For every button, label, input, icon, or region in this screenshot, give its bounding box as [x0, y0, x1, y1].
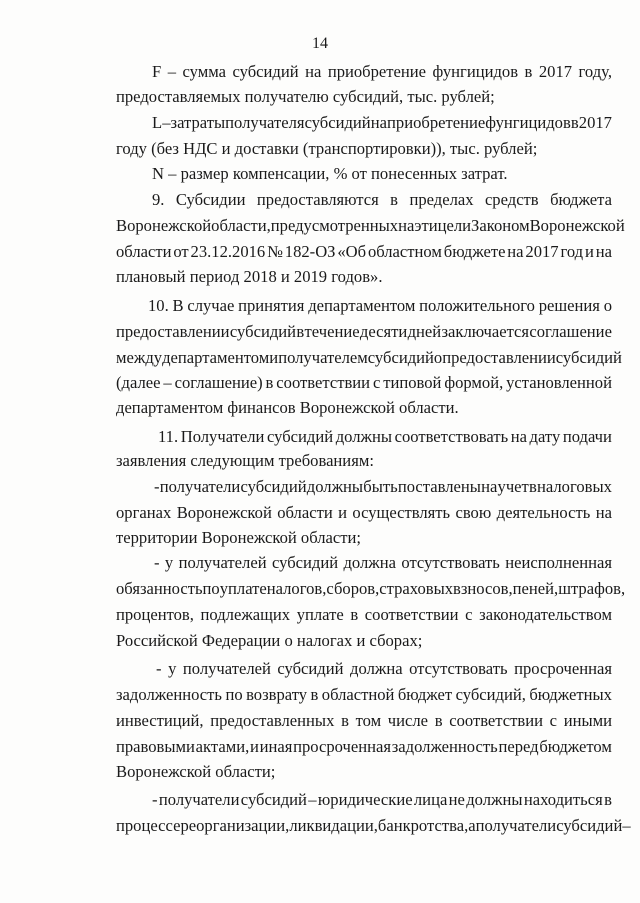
- word: на: [305, 62, 322, 81]
- word: субсидий: [232, 62, 299, 81]
- word: просроченная: [514, 659, 612, 678]
- word: субсидий: [229, 322, 297, 341]
- word: субсидий: [240, 477, 307, 496]
- word: Законом: [471, 216, 530, 235]
- text-line: [158, 427, 612, 447]
- word: реорганизации,: [180, 816, 290, 835]
- word: –: [308, 790, 317, 809]
- word: год: [560, 242, 584, 261]
- word: получателей: [178, 553, 267, 572]
- word: от: [173, 242, 189, 261]
- word: –: [162, 113, 171, 132]
- word: приобретение: [387, 113, 486, 132]
- page-number: 14: [312, 35, 328, 52]
- text-line: плановый период 2018 и 2019 годов».: [116, 267, 383, 286]
- word: В: [172, 296, 184, 315]
- word: получателей: [182, 659, 271, 678]
- text-line: N – размер компенсации, % от понесенных затрат.: [152, 164, 508, 183]
- word: принятия: [238, 296, 305, 315]
- word: субсидий: [240, 790, 307, 809]
- text-line: [154, 477, 612, 497]
- word: на: [370, 113, 387, 132]
- word: инвестиций,: [116, 711, 204, 730]
- word: году,: [578, 62, 612, 81]
- text-line: Российской Федерации о налогах и сборах;: [116, 631, 423, 650]
- word: департаментом: [162, 348, 270, 367]
- word: бюджете: [443, 242, 506, 261]
- word: 2017: [538, 62, 573, 81]
- text-line: [152, 113, 612, 133]
- word: учет: [497, 477, 529, 496]
- word: в: [604, 790, 612, 809]
- word: возврату: [246, 685, 308, 704]
- word: процентов,: [116, 605, 194, 624]
- word: находиться: [523, 790, 603, 809]
- word: должна: [350, 659, 403, 678]
- word: соглашение): [174, 373, 263, 392]
- word: фунгицидов: [432, 62, 519, 81]
- word: задолженность: [391, 737, 498, 756]
- word: числе: [387, 711, 429, 730]
- word: поставлены: [397, 477, 481, 496]
- text-line: году (без НДС и доставки (транспортировки)), тыс. рублей;: [116, 139, 538, 158]
- text-line: заявления следующим требованиям:: [116, 451, 374, 470]
- text-line: [116, 579, 626, 599]
- word: 11.: [158, 427, 179, 446]
- word: бюджет: [397, 685, 453, 704]
- word: цели: [437, 216, 472, 235]
- word: -: [154, 477, 160, 496]
- word: субсидий,: [455, 685, 526, 704]
- word: в: [265, 373, 274, 392]
- word: у: [164, 553, 174, 572]
- word: получателя: [225, 113, 305, 132]
- word: неисполненная: [505, 553, 612, 572]
- word: приобретение: [327, 62, 427, 81]
- word: областном: [367, 242, 442, 261]
- word: Воронежской: [116, 216, 212, 235]
- word: 23.12.2016: [190, 242, 266, 261]
- word: правовыми: [116, 737, 195, 756]
- word: у: [168, 659, 177, 678]
- word: в: [434, 711, 443, 730]
- word: десяти: [359, 322, 408, 341]
- word: на: [481, 477, 498, 496]
- word: и: [584, 242, 594, 261]
- word: субсидий: [556, 816, 623, 835]
- word: с: [549, 711, 558, 730]
- word: в: [310, 685, 319, 704]
- word: формой,: [444, 373, 504, 392]
- text-line: [116, 605, 612, 625]
- word: актами,: [195, 737, 250, 756]
- word: бюджетных: [529, 685, 612, 704]
- word: штрафов,: [558, 579, 626, 598]
- word: ликвидации,: [289, 816, 378, 835]
- word: –: [622, 816, 631, 835]
- word: в: [296, 322, 305, 341]
- word: эти: [414, 216, 438, 235]
- word: Субсидии: [175, 190, 246, 209]
- word: процессе: [116, 816, 181, 835]
- word: Воронежской: [529, 216, 625, 235]
- word: -: [154, 553, 160, 572]
- word: установленной: [506, 373, 612, 392]
- word: сумма: [182, 62, 226, 81]
- word: на: [595, 242, 612, 261]
- word: перед: [498, 737, 539, 756]
- word: течение: [304, 322, 360, 341]
- word: случае: [187, 296, 235, 315]
- text-line: [116, 503, 612, 523]
- word: по: [225, 685, 243, 704]
- word: предоставленных: [210, 711, 335, 730]
- text-line: территории Воронежской области;: [116, 528, 361, 547]
- word: 182-ОЗ: [284, 242, 336, 261]
- word: областной: [321, 685, 395, 704]
- word: в: [524, 62, 533, 81]
- word: налоговых: [536, 477, 612, 496]
- word: осуществлять: [352, 503, 451, 522]
- word: бюджета: [550, 190, 612, 209]
- word: затраты: [170, 113, 226, 132]
- word: с: [465, 605, 473, 624]
- text-line: [156, 659, 612, 679]
- word: должны: [335, 427, 392, 446]
- word: 2017: [578, 113, 612, 132]
- word: а: [468, 816, 476, 835]
- word: департаментом: [308, 296, 416, 315]
- word: обязанность: [116, 579, 203, 598]
- word: о: [603, 296, 612, 315]
- word: и: [338, 503, 347, 522]
- word: и: [269, 348, 279, 367]
- word: на: [398, 216, 415, 235]
- word: уплате: [296, 605, 344, 624]
- word: соответствии: [276, 373, 371, 392]
- text-line: [116, 737, 612, 757]
- word: подачи: [562, 427, 612, 446]
- word: субсидий: [267, 427, 334, 446]
- word: уплате: [219, 579, 267, 598]
- word: –: [167, 62, 177, 81]
- word: получатели: [158, 790, 240, 809]
- text-line: [116, 348, 622, 368]
- word: сборов,: [326, 579, 380, 598]
- word: предоставлении: [442, 348, 556, 367]
- word: фунгицидов: [485, 113, 571, 132]
- word: налогов,: [266, 579, 327, 598]
- word: заключается: [441, 322, 530, 341]
- text-line: [152, 790, 612, 810]
- word: задолженность: [116, 685, 222, 704]
- word: отсутствовать: [409, 659, 508, 678]
- word: подлежащих: [200, 605, 291, 624]
- word: 9.: [152, 190, 165, 209]
- word: –: [163, 373, 172, 392]
- word: 2017: [525, 242, 559, 261]
- word: взносов,: [453, 579, 513, 598]
- word: Получатели: [180, 427, 265, 446]
- word: в: [341, 711, 349, 730]
- text-line: [152, 190, 612, 210]
- text-line: [152, 62, 612, 82]
- word: субсидий: [555, 348, 622, 367]
- word: иная: [259, 737, 293, 756]
- text-line: [116, 242, 612, 262]
- word: средств: [484, 190, 539, 209]
- word: о: [433, 348, 443, 367]
- word: F: [152, 62, 162, 81]
- text-line: департаментом финансов Воронежской области.: [116, 398, 459, 417]
- word: должны: [466, 790, 523, 809]
- word: Воронежской: [176, 503, 272, 522]
- word: в: [390, 190, 399, 209]
- text-line: [154, 553, 612, 573]
- word: бюджетом: [539, 737, 612, 756]
- word: и: [249, 737, 259, 756]
- word: в: [350, 605, 359, 624]
- word: (далее: [116, 373, 161, 392]
- word: должны: [306, 477, 364, 496]
- word: должна: [343, 553, 396, 572]
- word: области: [277, 503, 333, 522]
- word: пеней,: [512, 579, 559, 598]
- word: области: [116, 242, 172, 261]
- word: дней: [407, 322, 442, 341]
- word: на: [595, 503, 612, 522]
- text-line: [116, 816, 631, 836]
- word: отсутствовать: [401, 553, 500, 572]
- text-line: предоставляемых получателю субсидий, тыс. рублей;: [116, 87, 495, 106]
- word: субсидий: [271, 553, 339, 572]
- word: предусмотренных: [270, 216, 399, 235]
- word: соответствии: [364, 605, 459, 624]
- text-line: [116, 711, 612, 731]
- word: «Об: [337, 242, 367, 261]
- word: свою: [455, 503, 492, 522]
- word: иными: [563, 711, 612, 730]
- word: быть: [363, 477, 398, 496]
- text-line: [116, 216, 625, 236]
- word: -: [152, 790, 158, 809]
- word: субсидий: [304, 113, 371, 132]
- word: юридические: [317, 790, 413, 809]
- word: субсидий: [277, 659, 344, 678]
- text-line: [116, 373, 612, 393]
- text-line: [148, 296, 612, 316]
- word: типовой: [383, 373, 442, 392]
- word: получатели: [159, 477, 241, 496]
- text-line: [116, 685, 612, 705]
- word: получатели: [475, 816, 557, 835]
- word: в: [570, 113, 579, 132]
- word: на: [510, 427, 527, 446]
- word: банкротства,: [377, 816, 469, 835]
- word: пределах: [409, 190, 474, 209]
- word: по: [202, 579, 220, 598]
- word: решения: [538, 296, 600, 315]
- word: субсидий: [367, 348, 434, 367]
- word: -: [156, 659, 162, 678]
- word: предоставляются: [256, 190, 379, 209]
- word: не: [448, 790, 465, 809]
- word: L: [152, 113, 163, 132]
- word: соответствовать: [394, 427, 509, 446]
- word: между: [116, 348, 163, 367]
- word: с: [372, 373, 381, 392]
- word: предоставлении: [116, 322, 230, 341]
- word: лица: [413, 790, 448, 809]
- text-line: [116, 322, 612, 342]
- word: на: [507, 242, 524, 261]
- word: 10.: [148, 296, 169, 315]
- word: соглашение: [529, 322, 612, 341]
- word: соответствии: [449, 711, 543, 730]
- word: в: [528, 477, 537, 496]
- word: том: [355, 711, 382, 730]
- word: законодательством: [479, 605, 612, 624]
- word: страховых: [379, 579, 454, 598]
- text-line: Воронежской области;: [116, 762, 276, 781]
- word: органах: [116, 503, 172, 522]
- word: №: [267, 242, 283, 261]
- word: области,: [211, 216, 271, 235]
- word: деятельность: [496, 503, 591, 522]
- word: положительного: [419, 296, 535, 315]
- word: просроченная: [293, 737, 391, 756]
- word: дату: [529, 427, 561, 446]
- word: получателем: [278, 348, 368, 367]
